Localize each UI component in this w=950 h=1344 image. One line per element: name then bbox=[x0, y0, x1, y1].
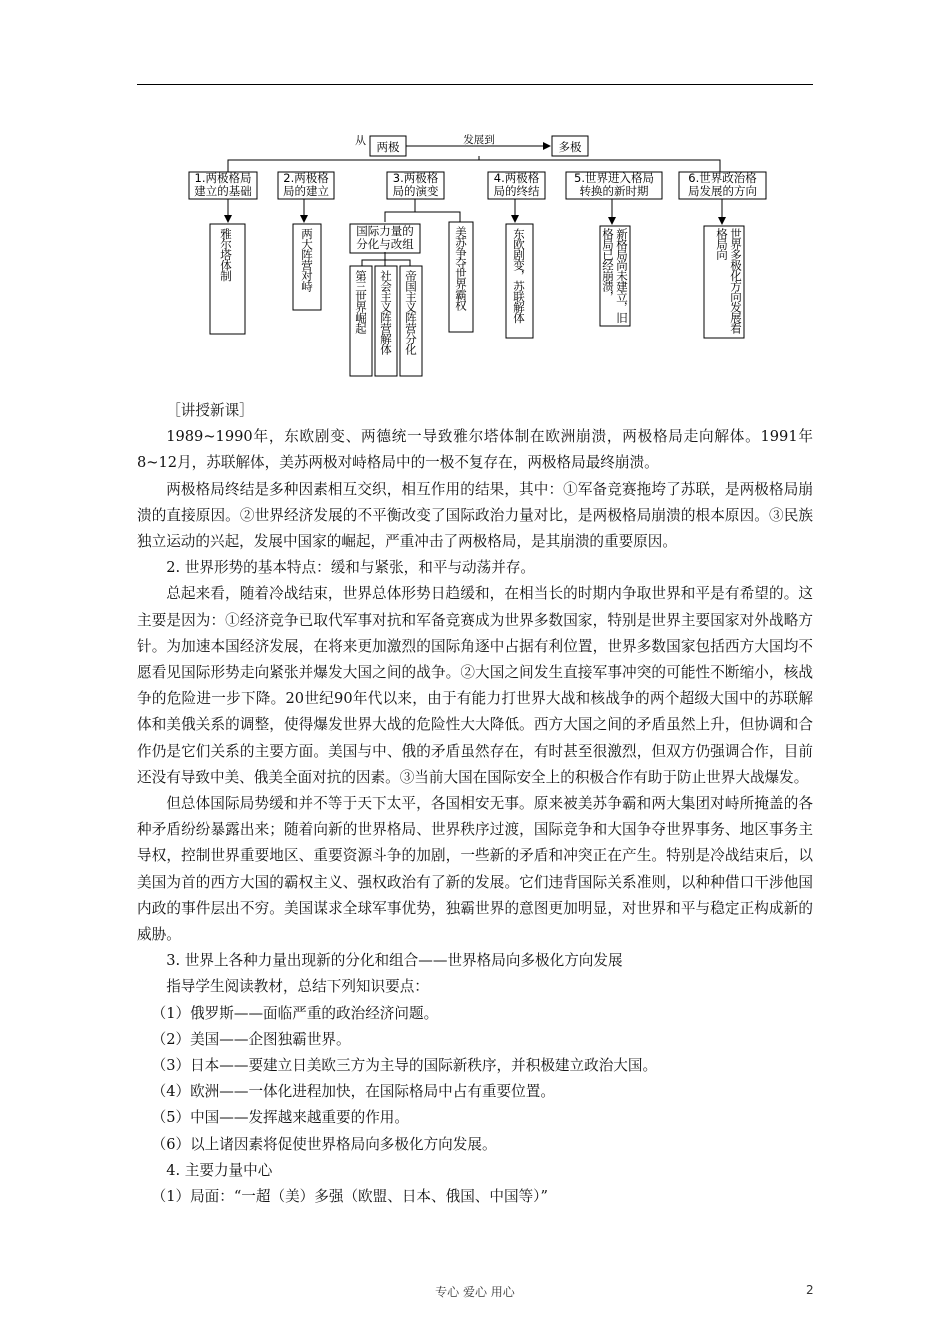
paragraph-2: 两极格局终结是多种因素相互交织，相互作用的结果，其中：①军备竞赛拖垮了苏联，是两极格局崩溃的直接原因。②世界经济发展的不平衡改变了国际政治力量对比，是两极格局崩溃的根本原因。③民族独立运动的兴起，发展中国家的崛起，严重冲击了两极格局，是其崩溃的重要原因。 bbox=[137, 480, 813, 551]
stage-4-label: 4.两极格 局的终结 bbox=[493, 171, 540, 198]
list-item: （1）局面：“一超（美）多强（欧盟、日本、俄国、中国等）” bbox=[151, 1188, 548, 1206]
result-east-europe-label: 东欧剧变，苏联解体 bbox=[512, 228, 526, 323]
result-new-pattern-label: 新格局尚未建立，旧格局已经崩溃， bbox=[601, 228, 629, 323]
paragraph-4: 总起来看，随着冷战结束，世界总体形势日趋缓和，在相当长的时期内争取世界和平是有希望的。这主要是因为：①经济竞争已取代军事对抗和军备竞赛成为世界多数国家，特别是世界主要国家对外战略方针。为加速本国经济发展，在将来更加激烈的国际角逐中占据有利位置，世界多数国家包括西方大国均不愿看见国际形势走向紧张并爆发大国之间的战争。②大国之间发生直接军事冲突的可能性不断缩小，核战争的危险进一步下降。20世纪90年代以来，由于有能力打世界大战和核战争的两个超级大国中的苏联解体和美俄关系的调整，使得爆发世界大战的危险性大大降低。西方大国之间的矛盾虽然上升，但协调和合作仍是它们关系的主要方面。美国与中、俄的矛盾虽然存在，有时甚至很激烈，但双方仍强调合作，目前还没有导致中美、俄美全面对抗的因素。③当前大国在国际安全上的积极合作有助于防止世界大战爆发。 bbox=[137, 585, 813, 786]
footer-motto: 专心 爱心 用心 bbox=[435, 1285, 515, 1299]
diagram-end-label: 多极 bbox=[558, 140, 582, 154]
paragraph-5: 但总体国际局势缓和并不等于天下太平，各国相安无事。原来被美苏争霸和两大集团对峙所掩盖的各种矛盾纷纷暴露出来；随着向新的世界格局、世界秩序过渡，国际竞争和大国争夺世界事务、地区事务主导权，控制世界重要地区、重要资源斗争的加剧，一些新的矛盾和冲突正在产生。特别是冷战结束后，以美国为首的西方大国的霸权主义、强权政治有了新的发展。它们违背国际关系准则，以种种借口干涉他国内政的事件层出不穷。美国谋求全球军事优势，独霸世界的意图更加明显，对世界和平与稳定正构成新的威胁。 bbox=[137, 795, 813, 944]
section-title: ［讲授新课］ bbox=[166, 402, 254, 419]
stage-1-label: 1.两极格局 建立的基础 bbox=[194, 171, 252, 198]
paragraph-6: 3. 世界上各种力量出现新的分化和组合——世界格局向多极化方向发展 bbox=[166, 952, 623, 970]
stage-6-label: 6.世界政治格 局发展的方向 bbox=[688, 171, 757, 198]
result-socialist-label: 社会主义阵营解体 bbox=[379, 270, 393, 354]
paragraph-8: 4. 主要力量中心 bbox=[166, 1161, 273, 1179]
result-imperialist-label: 帝国主义阵营分化 bbox=[404, 270, 418, 354]
diagram-start-label: 两极 bbox=[376, 140, 400, 154]
list-item: （4）欧洲——一体化进程加快，在国际格局中占有重要位置。 bbox=[151, 1083, 555, 1101]
list-item: （5）中国——发挥越来越重要的作用。 bbox=[151, 1109, 409, 1127]
list-item: （1）俄罗斯——面临严重的政治经济问题。 bbox=[151, 1004, 439, 1022]
stage-3-label: 3.两极格 局的演变 bbox=[392, 171, 439, 198]
paragraph-7: 指导学生阅读教材，总结下列知识要点： bbox=[166, 978, 429, 996]
stage-5-label: 5.世界进入格局 转换的新时期 bbox=[574, 171, 654, 198]
concept-diagram bbox=[0, 0, 950, 400]
result-us-ussr-label: 美苏争夺世界霸权 bbox=[454, 226, 468, 310]
list-item: （3）日本——要建立日美欧三方为主导的国际新秩序，并积极建立政治大国。 bbox=[151, 1057, 658, 1075]
list-item: （2）美国——企图独霸世界。 bbox=[151, 1030, 351, 1048]
result-multipolar-label: 世界多极化方向发展看格局向 bbox=[715, 228, 743, 333]
list-item: （6）以上诸因素将促使世界格局向多极化方向发展。 bbox=[151, 1135, 497, 1153]
lesson-body bbox=[137, 398, 813, 1210]
paragraph-1: 1989~1990年，东欧剧变、两德统一导致雅尔塔体制在欧洲崩溃，两极格局走向解体。1991年8~12月，苏联解体，美苏两极对峙格局中的一极不复存在，两极格局最终崩溃。 bbox=[137, 428, 813, 472]
stage-2-label: 2.两极格 局的建立 bbox=[283, 171, 329, 198]
result-intl-label: 国际力量的 分化与改组 bbox=[356, 224, 414, 251]
paragraph-3: 2. 世界形势的基本特点：缓和与紧张，和平与动荡并存。 bbox=[166, 559, 536, 577]
diagram-from-label: 从 bbox=[355, 134, 366, 147]
diagram-arrow-label: 发展到 bbox=[463, 134, 495, 146]
page-number: 2 bbox=[806, 1283, 814, 1297]
result-third-world-label: 第三世界崛起 bbox=[354, 270, 368, 333]
result-two-camps-label: 两大阵营对峙 bbox=[300, 228, 314, 291]
result-yalta-label: 雅尔塔体制 bbox=[219, 228, 233, 281]
